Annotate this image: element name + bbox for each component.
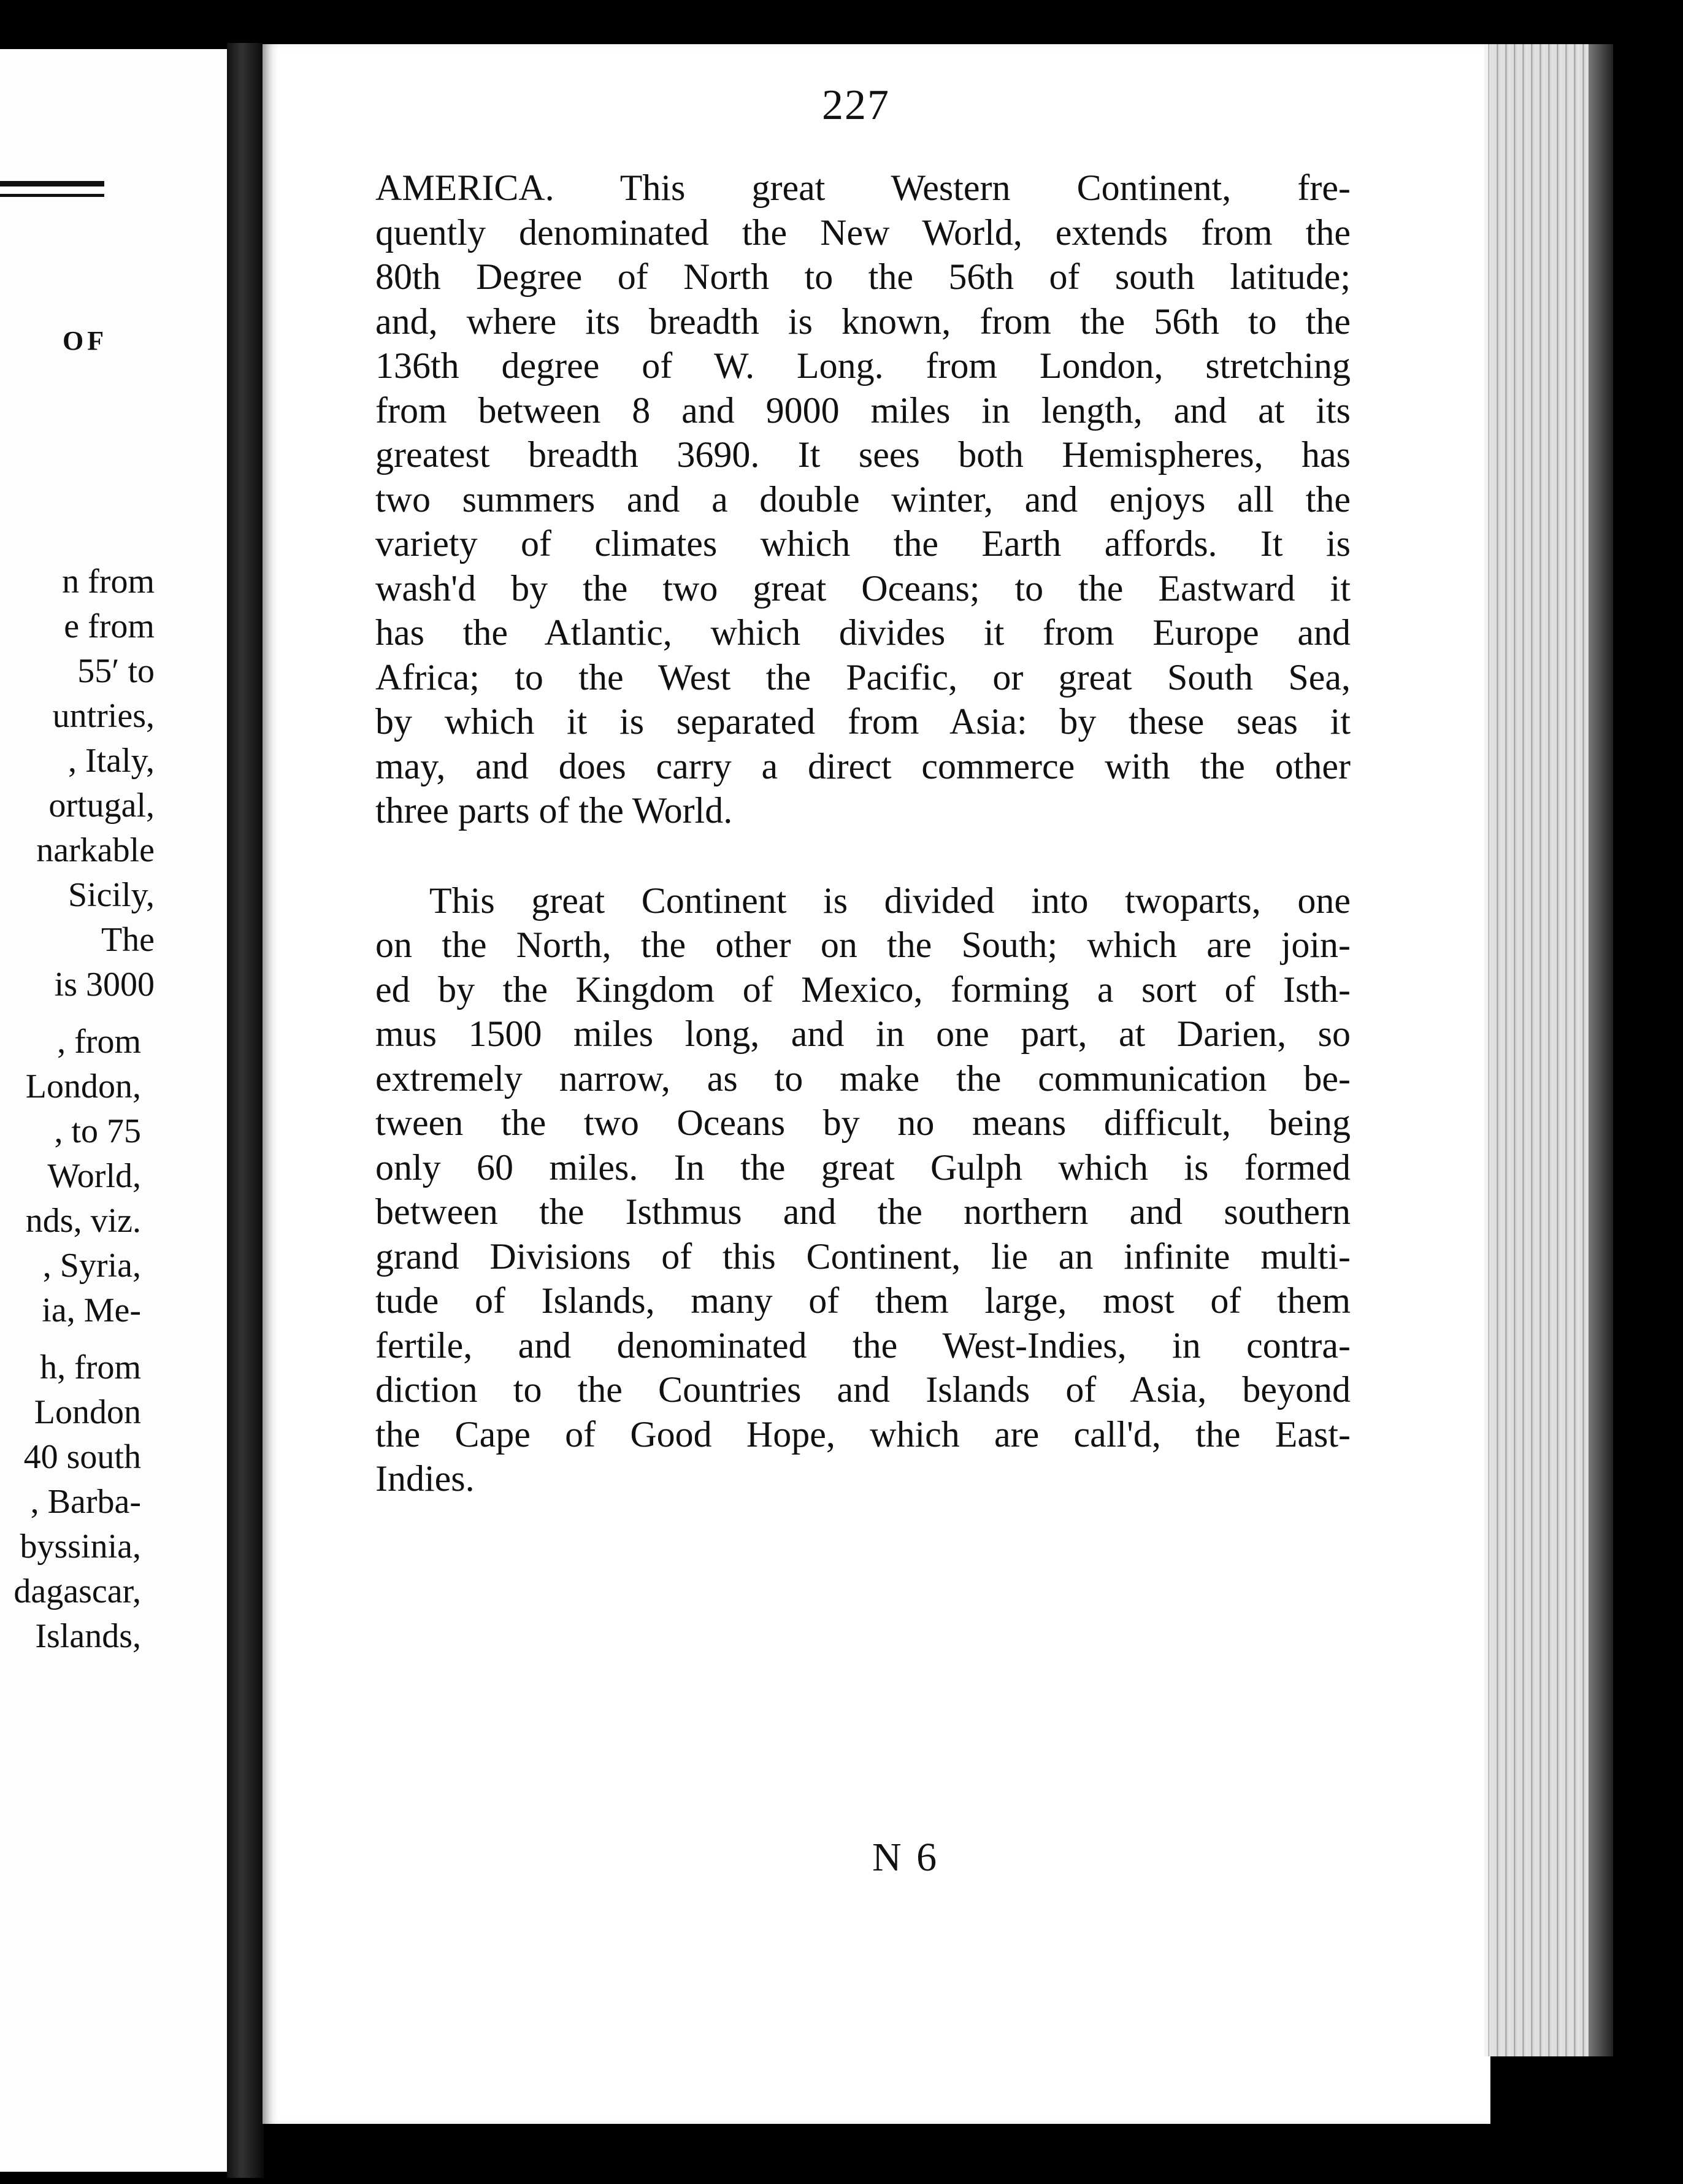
text-line: between the Isthmus and the northern and southern — [375, 1191, 1351, 1232]
left-page-line: , Italy, — [68, 742, 155, 780]
left-page-line: dagascar, — [13, 1572, 141, 1610]
text-line: and, where its breadth is known, from the 56th to the — [375, 301, 1351, 342]
text-line: Africa; to the West the Pacific, or great South Sea, — [375, 656, 1351, 698]
text-line: may, and does carry a direct commerce with the other — [375, 745, 1351, 786]
left-page-line: is 3000 — [54, 966, 155, 1004]
left-page-line: byssinia, — [20, 1528, 141, 1566]
text-line: from between 8 and 9000 miles in length, and at its — [375, 390, 1351, 431]
text-line: only 60 miles. In the great Gulph which is formed — [375, 1147, 1351, 1188]
left-page-line: , Syria, — [42, 1247, 141, 1285]
left-page-heading: OF — [63, 326, 108, 356]
text-line: ed by the Kingdom of Mexico, forming a sort of Isth- — [375, 969, 1351, 1010]
text-line: the Cape of Good Hope, which are call'd, the East- — [375, 1413, 1351, 1455]
left-page-line: 40 south — [23, 1438, 141, 1476]
left-page-line: 55′ to — [77, 652, 155, 690]
text-line: 80th Degree of North to the 56th of south latitude; — [375, 256, 1351, 297]
text-line: two summers and a double winter, and enjoys all the — [375, 479, 1351, 520]
body-text — [375, 166, 1351, 1501]
left-page-line: narkable — [36, 831, 155, 869]
text-line: 136th degree of W. Long. from London, stretching — [375, 345, 1351, 386]
left-page-line: nds, viz. — [25, 1202, 141, 1240]
left-page-line: , from — [57, 1023, 141, 1061]
text-line: three parts of the World. — [375, 790, 733, 831]
text-line: variety of climates which the Earth affords. It is — [375, 523, 1351, 564]
text-line: tude of Islands, many of them large, most of them — [375, 1280, 1351, 1321]
page-edges-shadow — [1589, 44, 1613, 2056]
text-line: fertile, and denominated the West-Indies, in contra- — [375, 1325, 1351, 1366]
text-line: tween the two Oceans by no means difficult, being — [375, 1102, 1351, 1143]
text-line: greatest breadth 3690. It sees both Hemispheres, has — [375, 434, 1351, 475]
left-page-line: London — [34, 1393, 141, 1431]
text-line: extremely narrow, as to make the communication be- — [375, 1058, 1351, 1099]
paragraph-america — [375, 166, 1351, 833]
page-number: 227 — [822, 82, 890, 129]
text-line: AMERICA. This great Western Continent, fre- — [375, 167, 1351, 208]
text-line: grand Divisions of this Continent, lie an infinite multi- — [375, 1236, 1351, 1277]
left-page-line: World, — [47, 1157, 141, 1195]
text-line: quently denominated the New World, extends from the — [375, 212, 1351, 253]
left-facing-page — [0, 49, 227, 2172]
text-line: has the Atlantic, which divides it from Europe and — [375, 612, 1351, 653]
text-line: This great Continent is divided into twoparts, one — [429, 880, 1351, 921]
left-page-line: ortugal, — [48, 786, 155, 825]
text-line: by which it is separated from Asia: by these seas it — [375, 701, 1351, 742]
book-gutter — [227, 43, 264, 2178]
left-page-line: untries, — [52, 697, 155, 735]
double-rule — [0, 181, 104, 197]
left-page-line: , to 75 — [54, 1112, 141, 1150]
left-page-line: ia, Me- — [42, 1291, 141, 1329]
left-page-line: e from — [64, 607, 155, 645]
text-line: mus 1500 miles long, and in one part, at Darien, so — [375, 1013, 1351, 1054]
left-page-line: h, from — [40, 1348, 141, 1386]
text-line: wash'd by the two great Oceans; to the Eastward it — [375, 567, 1351, 609]
text-line: on the North, the other on the South; which are join- — [375, 925, 1351, 965]
paragraph-continent — [375, 879, 1351, 1501]
text-line: diction to the Countries and Islands of Asia, beyond — [375, 1369, 1351, 1410]
left-page-line: London, — [25, 1067, 141, 1105]
left-page-line: The — [101, 921, 155, 959]
text-line: Indies. — [375, 1458, 475, 1499]
left-page-line: , Barba- — [30, 1483, 141, 1521]
signature-mark: N 6 — [872, 1835, 940, 1880]
left-page-line: Islands, — [35, 1617, 141, 1655]
left-page-line: n from — [62, 563, 155, 601]
left-page-line: Sicily, — [67, 876, 155, 914]
